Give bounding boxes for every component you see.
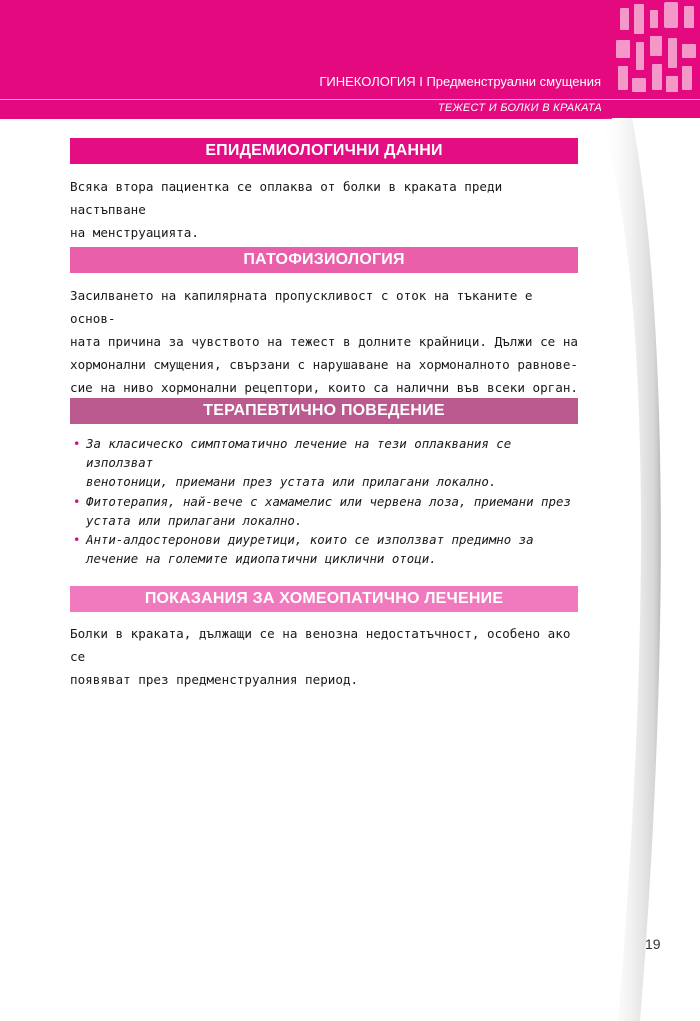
list-item bbox=[70, 492, 578, 530]
text-line: За класическо симптоматично лечение на тези оплаквания се използват bbox=[86, 436, 512, 471]
list-item bbox=[70, 434, 578, 492]
header-subtitle: ТЕЖЕСТ И БОЛКИ В КРАКАТА bbox=[437, 102, 602, 114]
text-line: лечение на големите идиопатични циклични отоци. bbox=[86, 551, 437, 567]
bullet-icon: • bbox=[73, 532, 81, 548]
text-line: хормонални смущения, свързани с нарушаване на хормоналното равнове- bbox=[70, 357, 578, 372]
header-title: ГИНЕКОЛОГИЯ I Предменструални смущения bbox=[319, 74, 601, 89]
section-heading-homeopathy: ПОКАЗАНИЯ ЗА ХОМЕОПАТИЧНО ЛЕЧЕНИЕ bbox=[70, 586, 578, 612]
section-heading-therapy: ТЕРАПЕВТИЧНО ПОВЕДЕНИЕ bbox=[70, 398, 578, 424]
list-item bbox=[70, 530, 578, 568]
text-line: сие на ниво хормонални рецептори, които са налични във всеки орган. bbox=[70, 380, 578, 395]
bullet-icon: • bbox=[73, 493, 81, 509]
decorative-product-image bbox=[612, 0, 700, 118]
text-line: венотоници, приемани през устата или прилагани локално. bbox=[86, 474, 497, 490]
epidemiology-text bbox=[70, 175, 578, 244]
text-line: появяват през предменструалния период. bbox=[70, 672, 359, 687]
homeopathy-text bbox=[70, 622, 578, 691]
therapy-list bbox=[70, 434, 578, 568]
pathophysiology-text bbox=[70, 284, 578, 399]
text-line: устата или прилагани локално. bbox=[86, 512, 303, 528]
page-number: 19 bbox=[645, 936, 661, 952]
text-line: Всяка втора пациентка се оплаква от болки в краката преди настъпване bbox=[70, 179, 503, 217]
text-line: Фитотерапия, най-вече с хамамелис или червена лоза, приемани през bbox=[86, 493, 571, 509]
text-line: на менструацията. bbox=[70, 225, 199, 240]
text-line: Болки в краката, дължащи се на венозна недостатъчност, особено ако се bbox=[70, 626, 571, 664]
bullet-icon: • bbox=[73, 436, 81, 451]
section-heading-epidemiology: ЕПИДЕМИОЛОГИЧНИ ДАННИ bbox=[70, 138, 578, 164]
text-line: Засилването на капилярната пропускливост с оток на тъканите е основ- bbox=[70, 288, 533, 326]
text-line: ната причина за чувството на тежест в долните крайници. Дължи се на bbox=[70, 334, 578, 349]
text-line: Анти-алдостеронови диуретици, които се използват предимно за bbox=[86, 532, 534, 548]
section-heading-pathophysiology: ПАТОФИЗИОЛОГИЯ bbox=[70, 247, 578, 273]
